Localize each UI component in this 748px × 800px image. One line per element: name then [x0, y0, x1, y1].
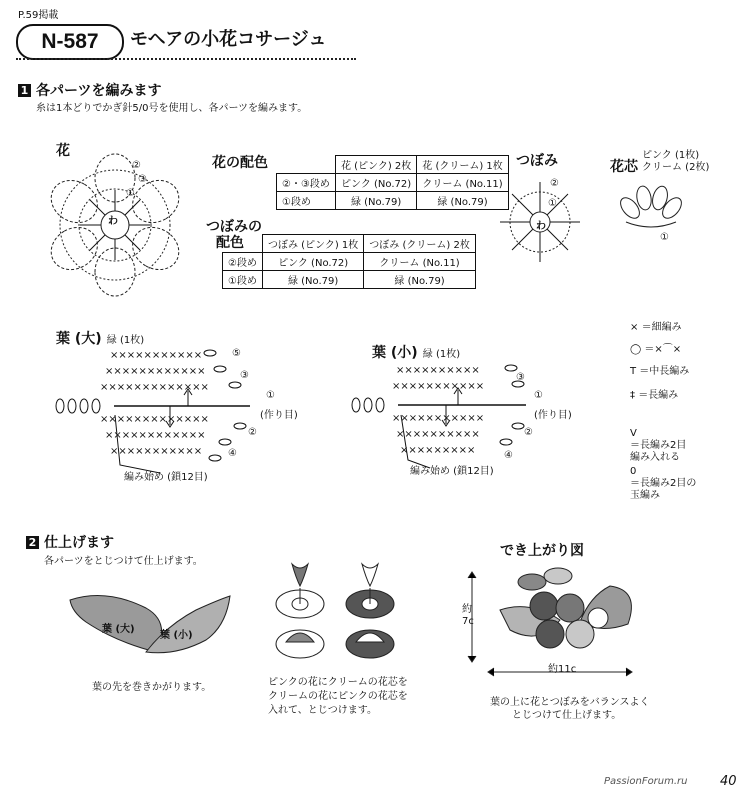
legend-item	[630, 390, 678, 402]
cell: 緑 (No.79)	[417, 192, 509, 210]
section-2-heading	[26, 532, 114, 552]
leaf-small-start: 編み始め (鎖12目)	[410, 466, 494, 477]
svg-text:×××××××××××: ×××××××××××	[110, 350, 203, 361]
cell: クリーム (No.11)	[417, 174, 509, 192]
two-dc-in-one-symbol: V	[630, 428, 637, 439]
svg-text:×××××××××××: ×××××××××××	[110, 446, 203, 457]
leaf-small-row-2: ②	[524, 427, 533, 438]
table-row	[223, 253, 476, 271]
bud-color-table	[222, 234, 476, 289]
legend-item	[630, 344, 681, 356]
svg-text:××××××××××××: ××××××××××××	[105, 366, 206, 377]
bud-row-mark-2: ②	[550, 178, 559, 189]
leaf-small-label: 葉 (小)	[372, 345, 418, 361]
leaf-large-row-2: ②	[248, 427, 257, 438]
finished-title: でき上がり図	[500, 543, 584, 559]
svg-text:××××××××××: ××××××××××	[396, 429, 480, 440]
watermark: PassionForum.ru	[604, 776, 688, 787]
source-reference: P.59掲載	[18, 10, 59, 21]
leaf-assembly-caption: 葉の先を巻きかがります。	[92, 682, 212, 693]
legend-text: ＝細編み	[641, 322, 682, 333]
flower-row-mark-2: ②	[132, 160, 141, 171]
svg-text:×××××××××××××: ×××××××××××××	[100, 382, 209, 393]
table-row	[223, 271, 476, 289]
section-1-desc: 糸は1本どりでかぎ針5/0号を使用し、各パーツを編みます。	[36, 103, 308, 114]
flower-label: 花	[56, 143, 70, 159]
leaf-small-row-1: ①	[534, 390, 543, 401]
section-1-heading	[18, 80, 161, 100]
half-double-crochet-symbol: T	[630, 366, 637, 377]
cell: 緑 (No.79)	[335, 192, 416, 210]
assembly-leaf-small: 葉 (小)	[160, 630, 193, 641]
cell: ピンク (No.72)	[335, 174, 416, 192]
pistil-cream-count: クリーム (2枚)	[642, 162, 710, 173]
legend-item	[630, 366, 689, 378]
section-2-number: 2	[26, 536, 39, 549]
table-row	[277, 192, 509, 210]
flower-row-mark-3: ③	[138, 174, 147, 185]
caption-line: とじつけて仕上げます。	[512, 710, 622, 721]
two-dc-cluster-symbol: 0	[630, 466, 637, 477]
leaf-small-foundation: (作り目)	[534, 410, 572, 421]
row-label: ①段め	[277, 192, 336, 210]
oval-symbol: ◯	[630, 344, 642, 355]
leaf-large-note: 緑 (1枚)	[106, 335, 145, 346]
leaf-small-row-3: ③	[516, 372, 525, 383]
leaf-assembly-illustration	[66, 586, 236, 662]
flower-colors-title: 花の配色	[212, 155, 268, 171]
leaf-large-row-1: ①	[266, 390, 275, 401]
page-number: 40	[720, 774, 737, 789]
cell: ピンク (No.72)	[262, 253, 363, 271]
finished-caption	[490, 696, 650, 722]
section-2-title: 仕上げます	[44, 535, 114, 551]
bud-col-cream: つぼみ (クリーム) 2枚	[364, 235, 476, 253]
bud-col-pink: つぼみ (ピンク) 1枚	[262, 235, 363, 253]
pistil-label: 花芯	[610, 159, 638, 175]
bud-colors-title-line2: 配色	[216, 235, 244, 251]
legend-text: ＝中長編み	[639, 366, 690, 377]
leaf-small-note: 緑 (1枚)	[422, 349, 461, 360]
title-underline	[16, 58, 356, 60]
pistil-chart	[616, 184, 686, 244]
section-2-desc: 各パーツをとじつけて仕上げます。	[44, 556, 203, 567]
svg-text:×××××××××: ×××××××××	[400, 445, 476, 456]
section-1-title: 各パーツを編みます	[36, 83, 162, 99]
bud-center-label: わ	[536, 221, 546, 232]
bud-row-mark-1: ①	[548, 198, 557, 209]
leaf-large-row-3: ③	[240, 370, 249, 381]
bud-colors-title-line1: つぼみの	[206, 219, 262, 235]
pattern-code-badge: N-587	[16, 24, 124, 60]
legend-text: ＝×⌒×	[644, 344, 682, 355]
caption-line: クリームの花にピンクの花芯を	[268, 691, 408, 702]
caption-line: 入れて、とじつけます。	[268, 705, 377, 716]
finished-height: 約 7c	[462, 604, 474, 627]
legend-text: ＝長編み2目 編み入れる	[630, 440, 687, 463]
double-crochet-symbol: ‡	[630, 390, 635, 401]
svg-text:×××××××××××××: ×××××××××××××	[100, 414, 209, 425]
flower-row-mark-1: ①	[126, 188, 135, 199]
cell: 緑 (No.79)	[262, 271, 363, 289]
leaf-small-heading	[372, 342, 460, 362]
svg-text:××××××××××: ××××××××××	[396, 365, 480, 376]
leaf-large-foundation: (作り目)	[260, 410, 298, 421]
flower-color-table	[276, 155, 509, 210]
leaf-large-row-4: ④	[228, 448, 237, 459]
caption-line: ピンクの花にクリームの花芯を	[268, 677, 408, 688]
bud-label: つぼみ	[516, 153, 558, 169]
svg-text:××××××××××××: ××××××××××××	[105, 430, 206, 441]
table-row	[277, 174, 509, 192]
section-1-number: 1	[18, 84, 31, 97]
single-crochet-symbol: ×	[630, 322, 639, 333]
leaf-large-start: 編み始め (鎖12目)	[124, 472, 208, 483]
svg-text:×××××××××××: ×××××××××××	[392, 381, 485, 392]
svg-text:×××××××××××: ×××××××××××	[392, 413, 485, 424]
assembly-leaf-large: 葉 (大)	[102, 624, 135, 635]
legend-item	[630, 322, 682, 334]
page-title: モヘアの小花コサージュ	[130, 29, 327, 50]
leaf-large-row-5: ⑤	[232, 348, 241, 359]
cell: 緑 (No.79)	[364, 271, 476, 289]
row-label: ②・③段め	[277, 174, 336, 192]
flower-col-cream: 花 (クリーム) 1枚	[417, 156, 509, 174]
legend-text: ＝長編み2目の 玉編み	[630, 478, 697, 501]
pistil-pink-count: ピンク (1枚)	[642, 150, 700, 161]
row-label: ②段め	[223, 253, 263, 271]
pistil-row-mark: ①	[660, 232, 669, 243]
flower-col-pink: 花 (ピンク) 2枚	[335, 156, 416, 174]
cell: クリーム (No.11)	[364, 253, 476, 271]
legend-item	[630, 454, 696, 502]
flower-assembly-illustration	[270, 558, 400, 670]
flower-assembly-caption	[268, 676, 408, 718]
finished-width: 約11c	[548, 664, 577, 675]
flower-center-label: わ	[108, 216, 118, 227]
caption-line: 葉の上に花とつぼみをバランスよく	[490, 697, 650, 708]
legend-text: ＝長編み	[638, 390, 679, 401]
row-label: ①段め	[223, 271, 263, 289]
leaf-large-label: 葉 (大)	[56, 331, 102, 347]
leaf-small-row-4: ④	[504, 450, 513, 461]
leaf-large-chart	[50, 345, 280, 475]
